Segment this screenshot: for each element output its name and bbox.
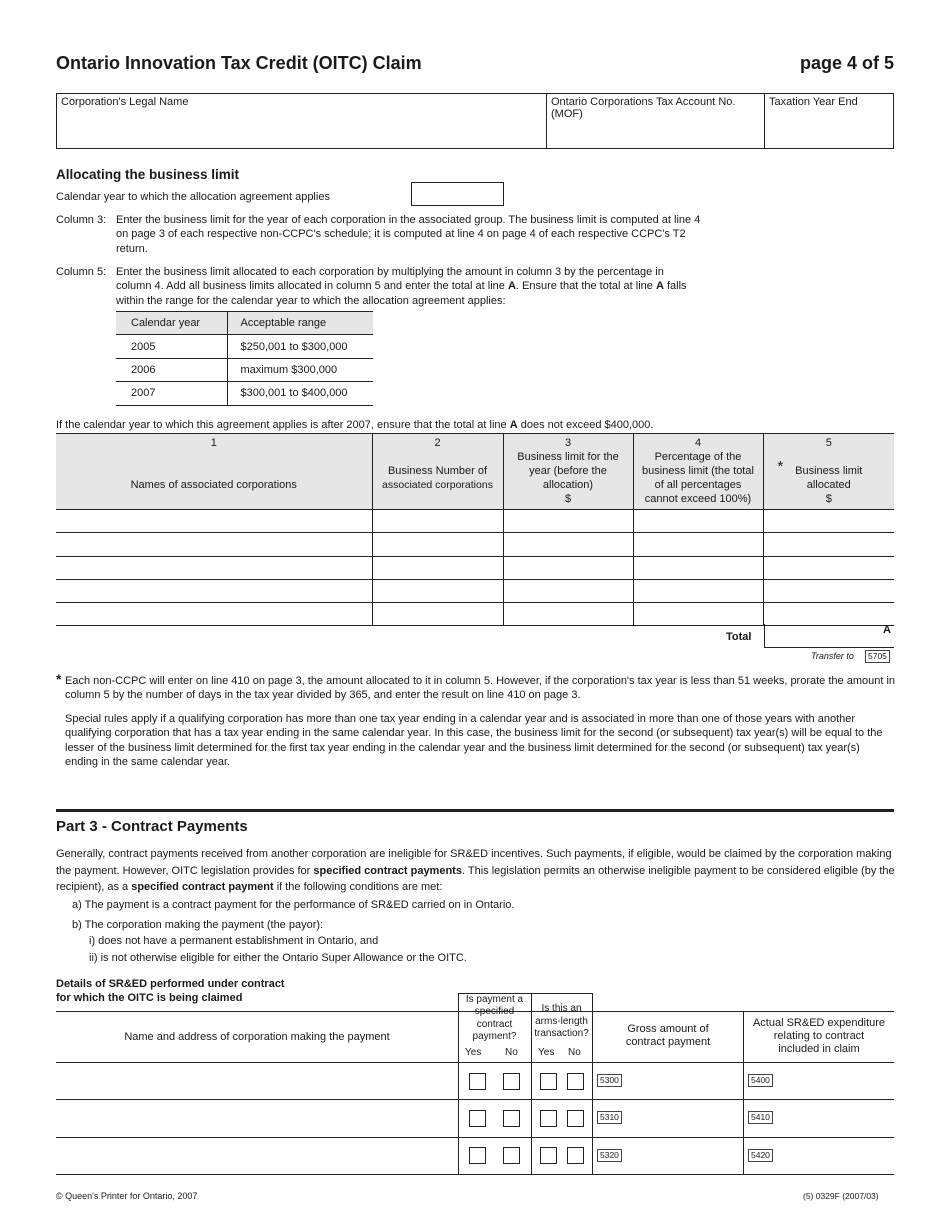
condition-b-i: i) does not have a permanent establishment in Ontario, and [89,935,379,947]
column3-label: Column 3: [56,214,107,226]
range-value: $300,001 to $400,000 [227,382,373,405]
actual-expenditure-code: 5400 [748,1074,773,1087]
col-names-header: 1 Names of associated corporations [56,434,372,510]
percentage-cell[interactable] [633,603,763,626]
column5-label: Column 5: [56,266,107,278]
table-row [56,603,894,626]
asterisk-marker: * [777,458,784,475]
details-heading: Details of SR&ED performed under contract for which the OITC is being claimed [56,978,285,1004]
specified-no-checkbox[interactable] [503,1110,520,1127]
form-title: Ontario Innovation Tax Credit (OITC) Claim [56,53,422,73]
page-number: page 4 of 5 [799,53,894,73]
part3-heading: Part 3 - Contract Payments [56,818,248,835]
business-number-cell[interactable] [372,603,503,626]
total-input[interactable] [764,624,894,648]
allocated-cell[interactable] [763,533,894,556]
total-label: Total [726,631,752,643]
identification-box [56,93,894,149]
col-arms-length-header: Is this an arms-length transaction? [534,1003,589,1039]
range-year: 2006 [116,358,227,381]
table-row [116,358,373,381]
calendar-year-input[interactable] [411,182,504,206]
section-divider [56,809,894,812]
transfer-line-code: 5705 [865,650,890,663]
condition-b: b) The corporation making the payment (the payor): [72,919,324,931]
table-row [116,335,373,358]
table-row [56,533,894,556]
calendar-year-label: Calendar year to which the allocation agreement applies [56,191,330,203]
percentage-cell[interactable] [633,556,763,579]
actual-expenditure-code: 5410 [748,1111,773,1124]
gross-amount-code: 5300 [597,1074,622,1087]
business-number-cell[interactable] [372,556,503,579]
business-limit-cell[interactable] [503,556,633,579]
copyright: © Queen's Printer for Ontario, 2007 [56,1191,198,1201]
legal-name-field[interactable] [57,94,547,148]
business-number-cell[interactable] [372,533,503,556]
specified-no-checkbox[interactable] [503,1073,520,1090]
corp-name-cell[interactable] [56,579,372,602]
arms-no-label: No [568,1047,581,1058]
col-payor-name-header: Name and address of corporation making the payment [124,1031,390,1043]
specified-no-label: No [505,1047,518,1058]
arms-yes-checkbox[interactable] [540,1147,557,1164]
col-business-limit-header: 3 Business limit for the year (before the allocation) $ [503,434,633,510]
col-business-number-header: 2 Business Number of associated corporations [372,434,503,510]
arms-no-checkbox[interactable] [567,1110,584,1127]
corp-name-cell[interactable] [56,533,372,556]
non-ccpc-note: Each non-CCPC will enter on line 410 on page 3, the amount allocated to it in column 5. However, if the corporation's tax year is less than 51 weeks, prorate the amount in column 5 by the number of days in the tax year divided by 365, and enter the result on line 410 on page 3. [65,675,896,702]
table-row [56,556,894,579]
specified-no-checkbox[interactable] [503,1147,520,1164]
range-header-year: Calendar year [116,312,227,335]
gross-amount-code: 5310 [597,1111,622,1124]
specified-yes-checkbox[interactable] [469,1147,486,1164]
corp-name-cell[interactable] [56,510,372,533]
tax-account-label-mof: (MOF) [551,108,583,120]
year-end-label: Taxation Year End [769,96,858,108]
part3-intro: Generally, contract payments received from another corporation are ineligible for SR&ED incentives. Such payments, if eligible, would be claimed by the corporation making the payment. However, OITC legislation provides for specified contract payments. This legislation permits an otherwise ineligible payment to be considered eligible (by the recipient), as a specified contract payment if the following conditions are met: [56,848,895,893]
range-value: maximum $300,000 [227,358,373,381]
allocated-cell[interactable] [763,510,894,533]
col-actual-expenditure-header: Actual SR&ED expenditure relating to contract included in claim [752,1017,886,1055]
acceptable-range-table [116,311,373,406]
specified-yes-label: Yes [465,1047,482,1058]
contract-payments-table [56,994,894,1175]
business-limit-cell[interactable] [503,603,633,626]
range-year: 2005 [116,335,227,358]
business-number-cell[interactable] [372,579,503,602]
range-value: $250,001 to $300,000 [227,335,373,358]
business-limit-cell[interactable] [503,579,633,602]
allocation-table [56,433,894,626]
col-gross-amount-header: Gross amount of contract payment [625,1023,711,1048]
table-row [56,510,894,533]
percentage-cell[interactable] [633,533,763,556]
col-allocated-header: 5 * Business limit allocated $ [763,434,894,510]
column3-instructions: Enter the business limit for the year of each corporation in the associated group. The business limit is computed at line 4 on page 3 of each respective non-CCPC's schedule; it is computed at line 4 on page 4 of each respective CCPC's T2 return. [116,214,701,255]
allocated-cell[interactable] [763,579,894,602]
business-number-cell[interactable] [372,510,503,533]
transfer-label: Transfer to [811,651,854,661]
gross-amount-code: 5320 [597,1149,622,1162]
after-2007-note: If the calendar year to which this agreement applies is after 2007, ensure that the total at line A does not exceed $400,000. [56,419,654,431]
corp-name-cell[interactable] [56,556,372,579]
tax-account-label: Ontario Corporations Tax Account No. [551,96,736,108]
specified-yes-checkbox[interactable] [469,1073,486,1090]
business-limit-cell[interactable] [503,533,633,556]
col-percentage-header: 4 Percentage of the business limit (the total of all percentages cannot exceed 100%) [633,434,763,510]
note-asterisk: * [56,671,62,687]
arms-no-checkbox[interactable] [567,1147,584,1164]
legal-name-label: Corporation's Legal Name [61,96,189,108]
actual-expenditure-code: 5420 [748,1149,773,1162]
taxation-year-end-field[interactable] [765,94,893,148]
col-specified-payment-header: Is payment a specified contract payment? [465,994,524,1042]
tax-account-field[interactable] [547,94,765,148]
arms-yes-checkbox[interactable] [540,1073,557,1090]
allocation-heading: Allocating the business limit [56,167,240,182]
allocation-header-row [56,434,894,510]
specified-yes-checkbox[interactable] [469,1110,486,1127]
condition-b-ii: ii) is not otherwise eligible for either the Ontario Super Allowance or the OITC. [89,952,467,964]
arms-yes-checkbox[interactable] [540,1110,557,1127]
table-row [116,382,373,405]
column5-instructions: Enter the business limit allocated to each corporation by multiplying the amount in column 3 by the percentage in column 4. Add all business limits allocated in column 5 and enter the total at line A. Ensure that the total at line A falls within the range for the calendar year to which the allocation agreement applies: [116,266,687,307]
special-rules-note: Special rules apply if a qualifying corporation has more than one tax year ending in a calendar year and is associated in more than one of those years with another qualifying corporation that has a tax year ending in the same calendar year. In this case, the business limit for the second (or subsequent) tax year(s) will be equal to the lesser of the business limit determined for the first tax year ending in the calendar year and the business limit determined for the second (or subsequent) tax year(s) ending in the same calendar year. [65,713,883,768]
table-row [56,579,894,602]
percentage-cell[interactable] [633,579,763,602]
arms-no-checkbox[interactable] [567,1073,584,1090]
corp-name-cell[interactable] [56,603,372,626]
range-year: 2007 [116,382,227,405]
allocated-cell[interactable] [763,556,894,579]
business-limit-cell[interactable] [503,510,633,533]
range-header-range: Acceptable range [227,312,373,335]
line-a-marker: A [883,624,891,636]
form-id: (5) 0329F (2007/03) [803,1191,879,1201]
arms-yes-label: Yes [538,1047,555,1058]
percentage-cell[interactable] [633,510,763,533]
allocated-cell[interactable] [763,603,894,626]
condition-a: a) The payment is a contract payment for the performance of SR&ED carried on in Ontario. [72,899,515,911]
